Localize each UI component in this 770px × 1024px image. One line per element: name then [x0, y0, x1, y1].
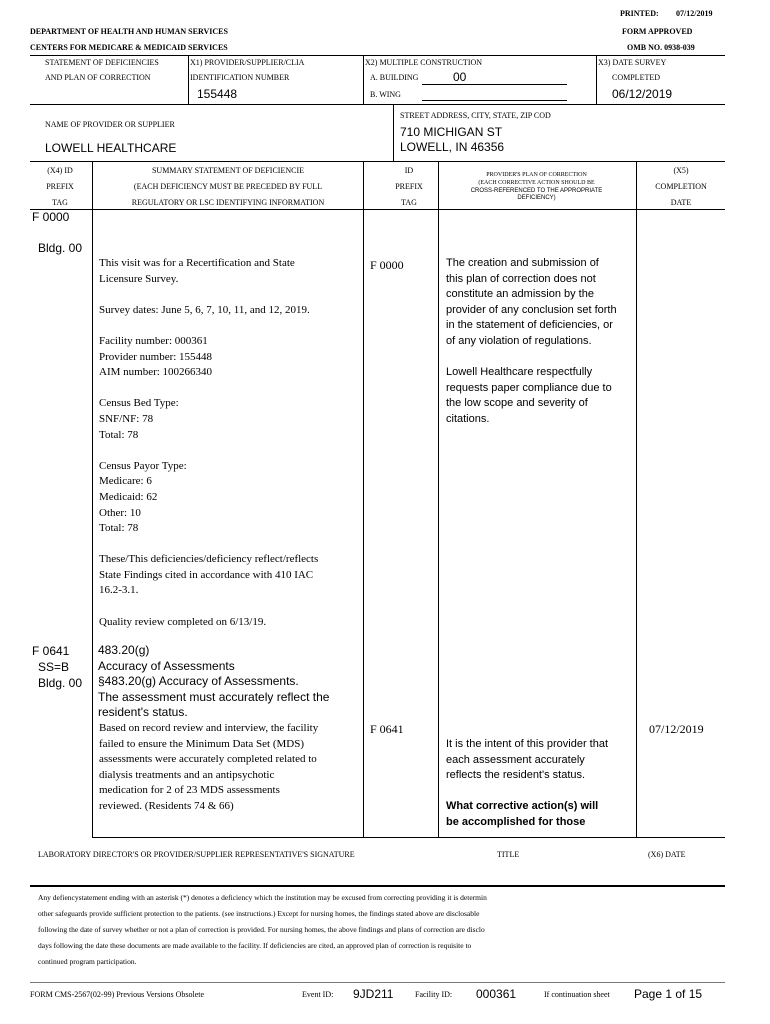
summary-findings-block [99, 722, 318, 816]
text-line: requests paper compliance due to [446, 381, 612, 394]
facility-id-value: 000361 [476, 987, 517, 1001]
text-line: citations. [446, 412, 490, 425]
plan-header-2: (EACH CORRECTIVE ACTION SHOULD BE [478, 180, 595, 186]
x1-label-2: IDENTIFICATION NUMBER [190, 73, 290, 82]
text-line: be accomplished for those [446, 815, 586, 828]
text-line [99, 382, 318, 398]
facility-id-label: Facility ID: [415, 990, 453, 999]
plan-block-f0641 [446, 738, 608, 785]
event-id-label: Event ID: [302, 990, 334, 999]
title-label: TITLE [497, 850, 520, 859]
text-line: Based on record review and interview, the facility [99, 722, 319, 734]
text-line: Provider number: 155448 [99, 350, 213, 363]
text-line: provider of any conclusion set forth [446, 303, 617, 316]
tag-f0000: F 0000 [32, 210, 70, 224]
text-line: It is the intent of this provider that [446, 738, 609, 750]
x4-header-2: PREFIX [46, 182, 74, 191]
text-line: reflects the resident's status. [446, 769, 586, 782]
text-line: Licensure Survey. [99, 272, 179, 285]
summary-header-2: (EACH DEFICIENCY MUST BE PRECEDED BY FULL [133, 182, 323, 191]
text-line: following the date of survey whether or not a plan of correction is provided. For nursing homes, the above findings and plans of correction are disclo [38, 925, 485, 934]
text-line: This visit was for a Recertification and State [99, 257, 295, 269]
city-state-zip: LOWELL, IN 46356 [400, 140, 505, 154]
text-line [99, 600, 318, 616]
text-line [99, 319, 318, 335]
completion-date: 07/12/2019 [649, 722, 704, 736]
survey-completed-date: 06/12/2019 [612, 87, 673, 101]
text-line [446, 351, 617, 367]
summary-header-1: SUMMARY STATEMENT OF DEFICIENCIE [151, 166, 305, 175]
wing-label: B. WING [370, 90, 401, 99]
form-number: FORM CMS-2567(02-99) Previous Versions Obsolete [30, 990, 205, 999]
street-address: 710 MICHIGAN ST [400, 125, 503, 139]
x5-header-2: COMPLETION [655, 182, 707, 191]
date-label: (X6) DATE [648, 850, 686, 859]
text-line: other safeguards provide sufficient protection to the patients. (see instructions.) Except for nursing homes, the findings stated above are disclosable [38, 909, 480, 918]
plan-header-4: DEFICIENCY) [517, 195, 556, 201]
building-value: 00 [453, 70, 467, 84]
text-line [99, 444, 318, 460]
id-header-1: ID [404, 166, 414, 175]
form-approved: FORM APPROVED [622, 27, 693, 36]
text-line: constitute an admission by the [446, 288, 594, 301]
continuation-label: If continuation sheet [544, 990, 610, 999]
text-line: The creation and submission of [446, 257, 599, 269]
building-code-2: Bldg. 00 [38, 676, 83, 690]
text-line: failed to ensure the Minimum Data Set (MDS) [99, 737, 304, 750]
summary-block-f0000 [99, 257, 318, 631]
centers-title: CENTERS FOR MEDICARE & MEDICAID SERVICES [30, 43, 228, 52]
text-line: this plan of correction does not [446, 272, 596, 285]
text-line: dialysis treatments and an antipsychotic [99, 768, 275, 781]
text-line: Lowell Healthcare respectfully [446, 366, 593, 379]
id-tag-f0000: F 0000 [370, 258, 404, 272]
text-line: Other: 10 [99, 506, 141, 519]
text-line: §483.20(g) Accuracy of Assessments. [98, 674, 299, 689]
text-line: assessments were accurately completed related to [99, 753, 317, 766]
text-line: medication for 2 of 23 MDS assessments [99, 784, 280, 797]
x3-label-1: X3) DATE SURVEY [598, 58, 667, 67]
text-line: Census Payor Type: [99, 459, 187, 472]
text-line: Medicaid: 62 [99, 490, 158, 503]
text-line: 16.2-3.1. [99, 584, 139, 597]
text-line: These/This deficiencies/deficiency reflect/reflects [99, 553, 319, 566]
text-line: of any violation of regulations. [446, 334, 592, 347]
x2-label: X2) MULTIPLE CONSTRUCTION [365, 58, 483, 67]
text-line: Census Bed Type: [99, 397, 179, 410]
text-line [99, 538, 318, 554]
id-header-3: TAG [401, 198, 417, 207]
text-line: State Findings cited in accordance with 410 IAC [99, 568, 314, 581]
plan-bold-block [446, 800, 598, 831]
text-line: Survey dates: June 5, 6, 7, 10, 11, and 12, 2019. [99, 303, 310, 316]
text-line: resident's status. [98, 705, 188, 720]
event-id-value: 9JD211 [353, 987, 394, 1001]
text-line: SNF/NF: 78 [99, 412, 154, 425]
building-label: A. BUILDING [370, 73, 419, 82]
text-line: the low scope and severity of [446, 397, 588, 410]
id-tag-f0641: F 0641 [370, 722, 404, 736]
signature-label: LABORATORY DIRECTOR'S OR PROVIDER/SUPPLIER REPRESENTATIVE'S SIGNATURE [38, 850, 355, 859]
x5-header-1: (X5) [673, 166, 689, 175]
x1-label-1: X1) PROVIDER/SUPPLIER/CLIA [190, 58, 305, 67]
provider-clia-number: 155448 [197, 87, 238, 101]
text-line: in the statement of deficiencies, or [446, 319, 613, 332]
x4-header-1: (X4) ID [47, 166, 73, 175]
statement-label-1: STATEMENT OF DEFICIENCIES [45, 58, 159, 67]
text-line: each assessment accurately [446, 753, 585, 766]
text-line: Any defiencystatement ending with an asterisk (*) denotes a deficiency which the institution may be excused from correcting providing it is determin [38, 893, 487, 902]
page-number: Page 1 of 15 [634, 987, 703, 1001]
plan-header-3: CROSS-REFERENCED TO THE APPROPRIATE [470, 188, 603, 194]
text-line: Quality review completed on 6/13/19. [99, 615, 267, 628]
printed-date: 07/12/2019 [676, 9, 713, 18]
text-line: The assessment must accurately reflect the [98, 689, 330, 704]
text-line [99, 288, 318, 304]
omb-number: OMB NO. 0938-039 [627, 43, 695, 52]
text-line: AIM number: 100266340 [99, 366, 213, 379]
summary-header-3: REGULATORY OR LSC IDENTIFYING INFORMATION [131, 198, 325, 207]
summary-regulation-block [98, 643, 329, 721]
x3-label-2: COMPLETED [612, 73, 660, 82]
disclaimer-block [38, 893, 487, 973]
provider-name-label: NAME OF PROVIDER OR SUPPLIER [45, 120, 175, 129]
text-line: Accuracy of Assessments [98, 658, 235, 673]
text-line: continued program participation. [38, 957, 137, 966]
x5-header-3: DATE [670, 198, 692, 207]
statement-label-2: AND PLAN OF CORRECTION [45, 73, 151, 82]
text-line: Medicare: 6 [99, 475, 152, 488]
x4-header-3: TAG [52, 198, 68, 207]
id-header-2: PREFIX [395, 182, 423, 191]
street-label: STREET ADDRESS, CITY, STATE, ZIP COD [400, 111, 551, 120]
department-title: DEPARTMENT OF HEALTH AND HUMAN SERVICES [30, 27, 228, 36]
plan-header-1: PROVIDER'S PLAN OF CORRECTION [486, 172, 587, 178]
text-line: Facility number: 000361 [99, 334, 208, 347]
provider-name: LOWELL HEALTHCARE [45, 141, 177, 155]
plan-block-f0000 [446, 257, 617, 429]
text-line: Total: 78 [99, 522, 139, 535]
tag-f0641: F 0641 [32, 644, 70, 658]
text-line: What corrective action(s) will [446, 800, 599, 812]
building-code: Bldg. 00 [38, 241, 83, 255]
text-line: 483.20(g) [98, 643, 150, 657]
scope-severity: SS=B [38, 660, 70, 674]
text-line: Total: 78 [99, 428, 139, 441]
text-line: reviewed. (Residents 74 & 66) [99, 799, 234, 812]
text-line: days following the date these documents are made available to the facility. If deficiencies are cited, an approved plan of correction is requisite to [38, 941, 472, 950]
printed-label: PRINTED: [620, 9, 659, 18]
